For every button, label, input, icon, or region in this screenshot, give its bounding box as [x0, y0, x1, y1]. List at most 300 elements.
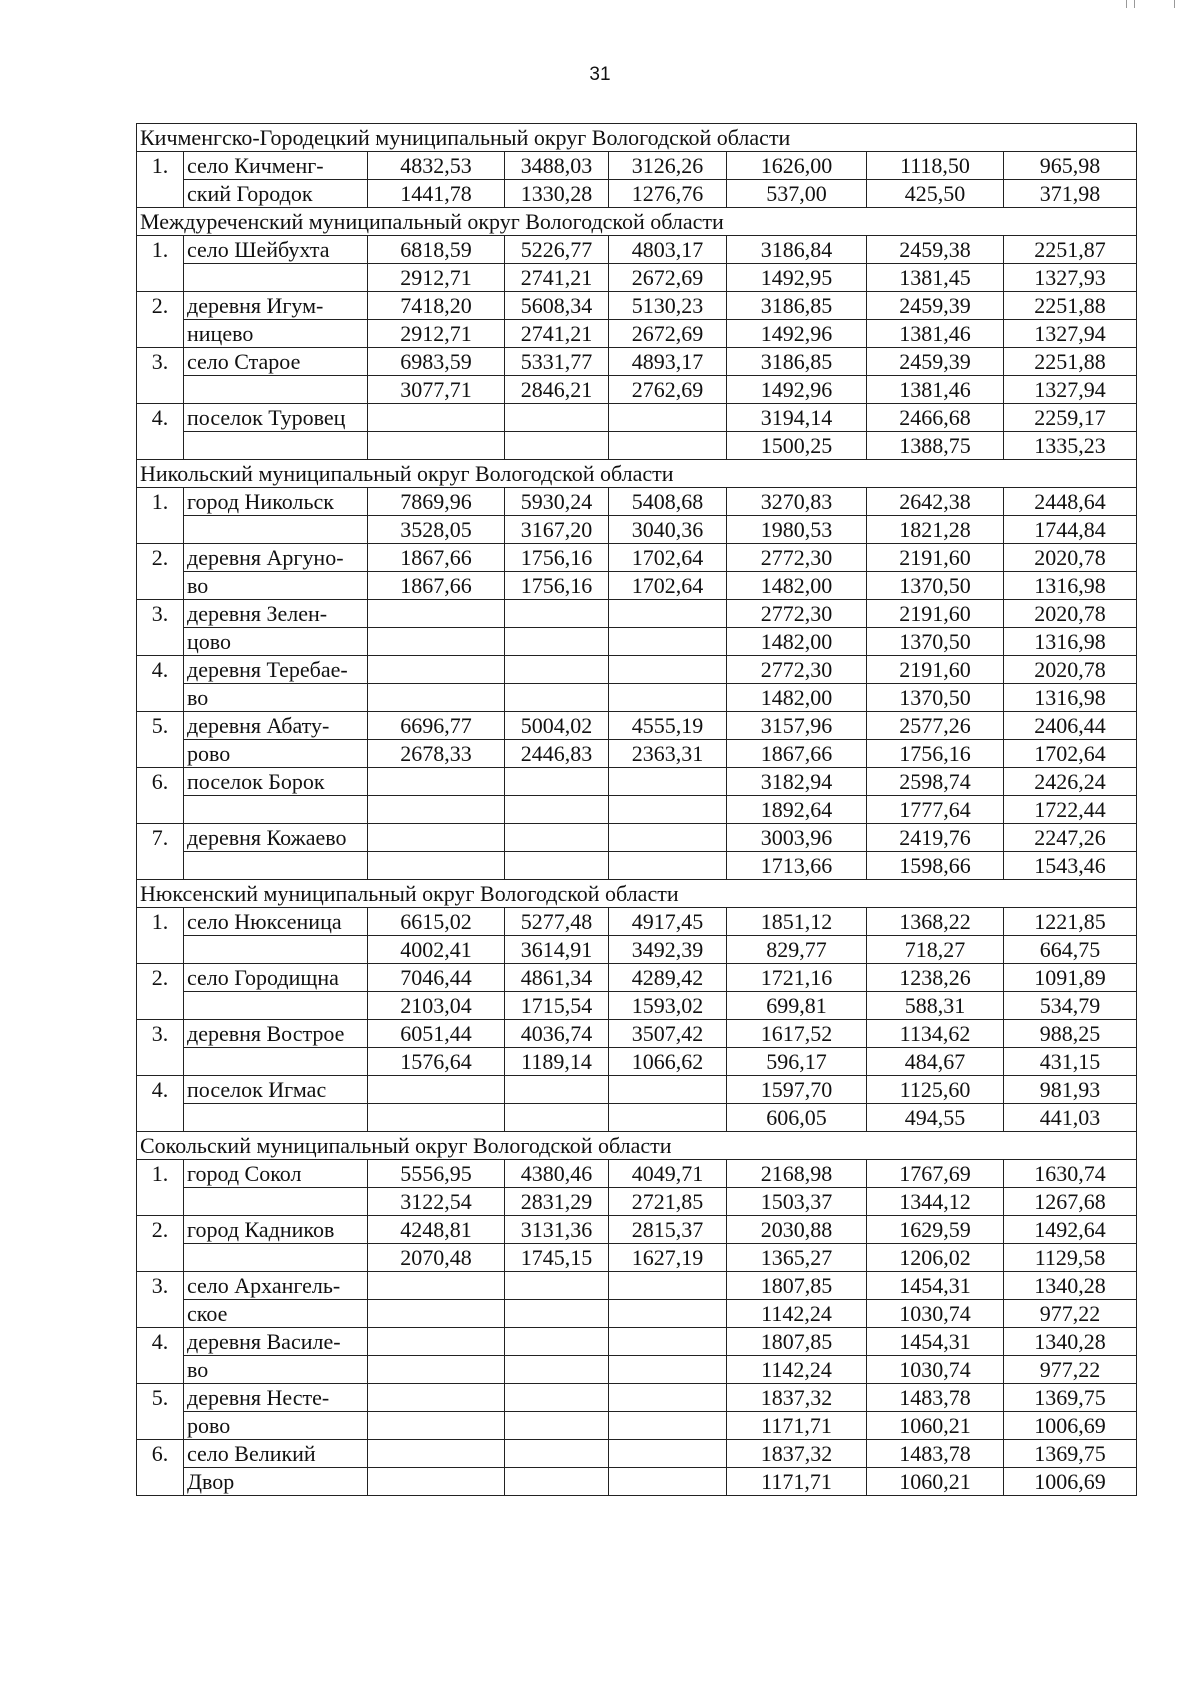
value-cell: 1482,00 — [727, 628, 867, 656]
settlement-name: поселок Борок — [184, 768, 368, 796]
settlement-name: село Нюксеница — [184, 908, 368, 936]
value-cell: 1492,64 — [1004, 1216, 1137, 1244]
value-cell: 4861,34 — [505, 964, 609, 992]
item-number: 2. — [137, 544, 184, 600]
value-cell — [609, 1104, 727, 1132]
settlement-name: во — [184, 1356, 368, 1384]
value-cell: 1627,19 — [609, 1244, 727, 1272]
value-cell — [368, 1328, 505, 1356]
value-cell: 3126,26 — [609, 152, 727, 180]
table-row — [137, 1216, 1137, 1244]
value-cell — [505, 1076, 609, 1104]
value-cell: 5004,02 — [505, 712, 609, 740]
settlement-name — [184, 1244, 368, 1272]
value-cell: 1381,46 — [867, 376, 1004, 404]
value-cell: 2247,26 — [1004, 824, 1137, 852]
value-cell — [609, 1300, 727, 1328]
table-row — [137, 544, 1137, 572]
item-number: 4. — [137, 1076, 184, 1132]
value-cell — [368, 796, 505, 824]
value-cell: 3003,96 — [727, 824, 867, 852]
item-number: 1. — [137, 236, 184, 292]
value-cell: 1767,69 — [867, 1160, 1004, 1188]
value-cell: 3167,20 — [505, 516, 609, 544]
value-cell: 3194,14 — [727, 404, 867, 432]
table-row — [137, 1104, 1137, 1132]
value-cell — [609, 600, 727, 628]
value-cell: 1593,02 — [609, 992, 727, 1020]
settlement-name: во — [184, 684, 368, 712]
value-cell: 1327,94 — [1004, 320, 1137, 348]
value-cell: 1030,74 — [867, 1356, 1004, 1384]
value-cell: 2446,83 — [505, 740, 609, 768]
value-cell: 2251,87 — [1004, 236, 1137, 264]
value-cell: 2103,04 — [368, 992, 505, 1020]
value-cell: 5130,23 — [609, 292, 727, 320]
value-cell: 2251,88 — [1004, 348, 1137, 376]
value-cell — [368, 1384, 505, 1412]
value-cell: 1381,45 — [867, 264, 1004, 292]
value-cell: 1837,32 — [727, 1440, 867, 1468]
settlement-name: село Великий — [184, 1440, 368, 1468]
value-cell — [368, 852, 505, 880]
value-cell: 1980,53 — [727, 516, 867, 544]
value-cell: 988,25 — [1004, 1020, 1137, 1048]
value-cell: 3614,91 — [505, 936, 609, 964]
value-cell: 596,17 — [727, 1048, 867, 1076]
value-cell: 2459,39 — [867, 348, 1004, 376]
settlement-name: город Сокол — [184, 1160, 368, 1188]
table-row — [137, 1076, 1137, 1104]
value-cell: 1744,84 — [1004, 516, 1137, 544]
value-cell: 534,79 — [1004, 992, 1137, 1020]
settlement-name — [184, 992, 368, 1020]
value-cell — [505, 1104, 609, 1132]
district-header-row — [137, 460, 1137, 488]
item-number: 2. — [137, 292, 184, 348]
table-row — [137, 852, 1137, 880]
settlement-name: деревня Аргуно- — [184, 544, 368, 572]
value-cell: 3122,54 — [368, 1188, 505, 1216]
value-cell: 2577,26 — [867, 712, 1004, 740]
value-cell: 2419,76 — [867, 824, 1004, 852]
table-row — [137, 1244, 1137, 1272]
table-row — [137, 656, 1137, 684]
table-row — [137, 1384, 1137, 1412]
value-cell: 1492,95 — [727, 264, 867, 292]
settlement-name: деревня Игум- — [184, 292, 368, 320]
item-number: 5. — [137, 712, 184, 768]
value-cell: 1368,22 — [867, 908, 1004, 936]
table-row — [137, 712, 1137, 740]
district-title: Нюксенский муниципальный округ Вологодской области — [137, 880, 1137, 908]
value-cell: 1482,00 — [727, 572, 867, 600]
table-row — [137, 1160, 1137, 1188]
item-number: 6. — [137, 1440, 184, 1496]
value-cell: 1713,66 — [727, 852, 867, 880]
value-cell: 1715,54 — [505, 992, 609, 1020]
value-cell: 2448,64 — [1004, 488, 1137, 516]
table-row — [137, 1412, 1137, 1440]
value-cell: 1189,14 — [505, 1048, 609, 1076]
value-cell: 3507,42 — [609, 1020, 727, 1048]
value-cell: 5226,77 — [505, 236, 609, 264]
value-cell: 1340,28 — [1004, 1328, 1137, 1356]
table-row — [137, 264, 1137, 292]
value-cell: 2741,21 — [505, 320, 609, 348]
value-cell — [368, 1440, 505, 1468]
value-cell — [505, 768, 609, 796]
value-cell: 2912,71 — [368, 320, 505, 348]
value-cell: 425,50 — [867, 180, 1004, 208]
value-cell: 1330,28 — [505, 180, 609, 208]
table-row — [137, 992, 1137, 1020]
value-cell: 5608,34 — [505, 292, 609, 320]
settlement-name: город Никольск — [184, 488, 368, 516]
value-cell: 4036,74 — [505, 1020, 609, 1048]
page-number: 31 — [589, 64, 611, 85]
settlement-name: Двор — [184, 1468, 368, 1496]
value-cell: 1756,16 — [505, 572, 609, 600]
table-row — [137, 348, 1137, 376]
settlement-name: рово — [184, 1412, 368, 1440]
value-cell — [609, 796, 727, 824]
value-cell: 1316,98 — [1004, 572, 1137, 600]
value-cell: 2459,39 — [867, 292, 1004, 320]
value-cell: 1756,16 — [505, 544, 609, 572]
value-cell: 718,27 — [867, 936, 1004, 964]
value-cell: 1617,52 — [727, 1020, 867, 1048]
settlement-name — [184, 936, 368, 964]
settlement-name: ское — [184, 1300, 368, 1328]
value-cell: 1630,74 — [1004, 1160, 1137, 1188]
value-cell — [505, 404, 609, 432]
value-cell: 977,22 — [1004, 1300, 1137, 1328]
table-row — [137, 768, 1137, 796]
value-cell: 1142,24 — [727, 1300, 867, 1328]
value-cell: 2831,29 — [505, 1188, 609, 1216]
value-cell: 829,77 — [727, 936, 867, 964]
value-cell: 3186,84 — [727, 236, 867, 264]
value-cell: 2020,78 — [1004, 544, 1137, 572]
table-row — [137, 320, 1137, 348]
value-cell — [368, 824, 505, 852]
value-cell: 4803,17 — [609, 236, 727, 264]
value-cell: 1867,66 — [727, 740, 867, 768]
settlement-name — [184, 1048, 368, 1076]
table-row — [137, 292, 1137, 320]
district-header-row — [137, 124, 1137, 152]
settlement-name — [184, 1104, 368, 1132]
value-cell: 1125,60 — [867, 1076, 1004, 1104]
value-cell: 699,81 — [727, 992, 867, 1020]
value-cell: 1267,68 — [1004, 1188, 1137, 1216]
value-cell: 3186,85 — [727, 348, 867, 376]
value-cell: 1327,94 — [1004, 376, 1137, 404]
value-cell: 2191,60 — [867, 544, 1004, 572]
item-number: 1. — [137, 152, 184, 208]
table-row — [137, 572, 1137, 600]
settlement-name — [184, 432, 368, 460]
value-cell: 588,31 — [867, 992, 1004, 1020]
settlement-name: ский Городок — [184, 180, 368, 208]
table-row — [137, 180, 1137, 208]
value-cell: 1745,15 — [505, 1244, 609, 1272]
settlement-name — [184, 796, 368, 824]
settlement-name: цово — [184, 628, 368, 656]
value-cell: 6615,02 — [368, 908, 505, 936]
table-row — [137, 1328, 1137, 1356]
tariff-table — [136, 123, 1137, 1496]
table-row — [137, 1188, 1137, 1216]
value-cell — [505, 852, 609, 880]
value-cell — [505, 796, 609, 824]
item-number: 3. — [137, 1020, 184, 1076]
value-cell: 3040,36 — [609, 516, 727, 544]
value-cell: 1006,69 — [1004, 1412, 1137, 1440]
table-row — [137, 684, 1137, 712]
value-cell: 7418,20 — [368, 292, 505, 320]
value-cell: 1370,50 — [867, 572, 1004, 600]
value-cell: 3077,71 — [368, 376, 505, 404]
value-cell: 431,15 — [1004, 1048, 1137, 1076]
settlement-name — [184, 516, 368, 544]
value-cell: 1892,64 — [727, 796, 867, 824]
value-cell: 6696,77 — [368, 712, 505, 740]
value-cell — [505, 824, 609, 852]
value-cell — [368, 1076, 505, 1104]
settlement-name: рово — [184, 740, 368, 768]
value-cell: 664,75 — [1004, 936, 1137, 964]
value-cell: 4893,17 — [609, 348, 727, 376]
value-cell: 6051,44 — [368, 1020, 505, 1048]
table-row — [137, 908, 1137, 936]
district-header-row — [137, 880, 1137, 908]
settlement-name: деревня Кожаево — [184, 824, 368, 852]
settlement-name: ницево — [184, 320, 368, 348]
value-cell — [368, 684, 505, 712]
table-row — [137, 516, 1137, 544]
value-cell: 965,98 — [1004, 152, 1137, 180]
table-row — [137, 740, 1137, 768]
value-cell — [505, 656, 609, 684]
value-cell: 606,05 — [727, 1104, 867, 1132]
value-cell: 1316,98 — [1004, 628, 1137, 656]
value-cell: 1837,32 — [727, 1384, 867, 1412]
value-cell — [609, 432, 727, 460]
value-cell: 1369,75 — [1004, 1440, 1137, 1468]
district-title: Никольский муниципальный округ Вологодской области — [137, 460, 1137, 488]
value-cell — [368, 656, 505, 684]
value-cell: 3488,03 — [505, 152, 609, 180]
table-row — [137, 964, 1137, 992]
value-cell — [505, 1272, 609, 1300]
settlement-name: поселок Игмас — [184, 1076, 368, 1104]
value-cell: 1500,25 — [727, 432, 867, 460]
value-cell — [505, 684, 609, 712]
value-cell — [505, 432, 609, 460]
value-cell: 1492,96 — [727, 320, 867, 348]
value-cell: 3492,39 — [609, 936, 727, 964]
table-row — [137, 824, 1137, 852]
settlement-name: деревня Несте- — [184, 1384, 368, 1412]
table-row — [137, 936, 1137, 964]
value-cell — [609, 1356, 727, 1384]
value-cell: 1867,66 — [368, 544, 505, 572]
value-cell: 1206,02 — [867, 1244, 1004, 1272]
value-cell: 1335,23 — [1004, 432, 1137, 460]
value-cell: 1370,50 — [867, 628, 1004, 656]
settlement-name — [184, 376, 368, 404]
value-cell: 1066,62 — [609, 1048, 727, 1076]
item-number: 7. — [137, 824, 184, 880]
value-cell: 1777,64 — [867, 796, 1004, 824]
value-cell: 1702,64 — [609, 544, 727, 572]
value-cell: 1576,64 — [368, 1048, 505, 1076]
value-cell: 537,00 — [727, 180, 867, 208]
value-cell: 1316,98 — [1004, 684, 1137, 712]
value-cell — [609, 1272, 727, 1300]
value-cell — [609, 628, 727, 656]
value-cell: 7046,44 — [368, 964, 505, 992]
settlement-name: село Кичменг- — [184, 152, 368, 180]
value-cell: 977,22 — [1004, 1356, 1137, 1384]
value-cell: 2642,38 — [867, 488, 1004, 516]
district-header-row — [137, 1132, 1137, 1160]
value-cell: 1721,16 — [727, 964, 867, 992]
value-cell: 1807,85 — [727, 1328, 867, 1356]
value-cell: 1629,59 — [867, 1216, 1004, 1244]
item-number: 3. — [137, 1272, 184, 1328]
value-cell: 1626,00 — [727, 152, 867, 180]
value-cell — [368, 1272, 505, 1300]
value-cell: 1060,21 — [867, 1412, 1004, 1440]
value-cell — [368, 404, 505, 432]
value-cell — [368, 600, 505, 628]
value-cell: 1030,74 — [867, 1300, 1004, 1328]
item-number: 1. — [137, 488, 184, 544]
value-cell: 1142,24 — [727, 1356, 867, 1384]
value-cell: 1171,71 — [727, 1468, 867, 1496]
value-cell: 1369,75 — [1004, 1384, 1137, 1412]
value-cell: 1483,78 — [867, 1384, 1004, 1412]
value-cell: 1221,85 — [1004, 908, 1137, 936]
value-cell: 1006,69 — [1004, 1468, 1137, 1496]
settlement-name: деревня Вострое — [184, 1020, 368, 1048]
value-cell — [505, 1412, 609, 1440]
value-cell: 2459,38 — [867, 236, 1004, 264]
value-cell: 1597,70 — [727, 1076, 867, 1104]
value-cell: 1129,58 — [1004, 1244, 1137, 1272]
value-cell: 1091,89 — [1004, 964, 1137, 992]
value-cell — [368, 1300, 505, 1328]
district-title: Междуреченский муниципальный округ Вологодской области — [137, 208, 1137, 236]
table-row — [137, 600, 1137, 628]
value-cell: 2678,33 — [368, 740, 505, 768]
value-cell: 2912,71 — [368, 264, 505, 292]
value-cell: 1365,27 — [727, 1244, 867, 1272]
value-cell: 371,98 — [1004, 180, 1137, 208]
settlement-name: во — [184, 572, 368, 600]
value-cell: 5930,24 — [505, 488, 609, 516]
value-cell: 1867,66 — [368, 572, 505, 600]
value-cell — [609, 1328, 727, 1356]
item-number: 1. — [137, 908, 184, 964]
value-cell: 1807,85 — [727, 1272, 867, 1300]
value-cell — [609, 768, 727, 796]
value-cell: 2466,68 — [867, 404, 1004, 432]
value-cell: 2815,37 — [609, 1216, 727, 1244]
value-cell: 3270,83 — [727, 488, 867, 516]
value-cell: 484,67 — [867, 1048, 1004, 1076]
value-cell: 1483,78 — [867, 1440, 1004, 1468]
table-row — [137, 404, 1137, 432]
value-cell: 441,03 — [1004, 1104, 1137, 1132]
value-cell: 3182,94 — [727, 768, 867, 796]
value-cell: 3186,85 — [727, 292, 867, 320]
value-cell: 1543,46 — [1004, 852, 1137, 880]
value-cell: 2772,30 — [727, 544, 867, 572]
value-cell: 4832,53 — [368, 152, 505, 180]
value-cell — [609, 684, 727, 712]
value-cell: 1454,31 — [867, 1272, 1004, 1300]
value-cell: 1171,71 — [727, 1412, 867, 1440]
value-cell: 1851,12 — [727, 908, 867, 936]
value-cell — [368, 1412, 505, 1440]
value-cell: 1060,21 — [867, 1468, 1004, 1496]
value-cell — [368, 1104, 505, 1132]
table-row — [137, 1048, 1137, 1076]
table-row — [137, 628, 1137, 656]
value-cell — [368, 628, 505, 656]
value-cell: 2762,69 — [609, 376, 727, 404]
value-cell: 3157,96 — [727, 712, 867, 740]
item-number: 2. — [137, 964, 184, 1020]
table-row — [137, 432, 1137, 460]
value-cell: 2406,44 — [1004, 712, 1137, 740]
value-cell: 4917,45 — [609, 908, 727, 936]
value-cell: 2070,48 — [368, 1244, 505, 1272]
settlement-name: деревня Теребае- — [184, 656, 368, 684]
value-cell: 6983,59 — [368, 348, 505, 376]
value-cell — [609, 852, 727, 880]
value-cell: 1344,12 — [867, 1188, 1004, 1216]
value-cell: 5277,48 — [505, 908, 609, 936]
value-cell: 1118,50 — [867, 152, 1004, 180]
value-cell: 2259,17 — [1004, 404, 1137, 432]
value-cell: 4002,41 — [368, 936, 505, 964]
value-cell: 2020,78 — [1004, 600, 1137, 628]
value-cell: 1134,62 — [867, 1020, 1004, 1048]
settlement-name: село Шейбухта — [184, 236, 368, 264]
value-cell: 3528,05 — [368, 516, 505, 544]
value-cell: 1454,31 — [867, 1328, 1004, 1356]
value-cell — [505, 1328, 609, 1356]
value-cell: 4289,42 — [609, 964, 727, 992]
value-cell — [609, 1440, 727, 1468]
settlement-name: деревня Зелен- — [184, 600, 368, 628]
value-cell: 1722,44 — [1004, 796, 1137, 824]
item-number: 3. — [137, 600, 184, 656]
settlement-name — [184, 264, 368, 292]
item-number: 2. — [137, 1216, 184, 1272]
table-row — [137, 1356, 1137, 1384]
value-cell: 5331,77 — [505, 348, 609, 376]
table-row — [137, 376, 1137, 404]
district-header-row — [137, 208, 1137, 236]
settlement-name: город Кадников — [184, 1216, 368, 1244]
value-cell: 3131,36 — [505, 1216, 609, 1244]
